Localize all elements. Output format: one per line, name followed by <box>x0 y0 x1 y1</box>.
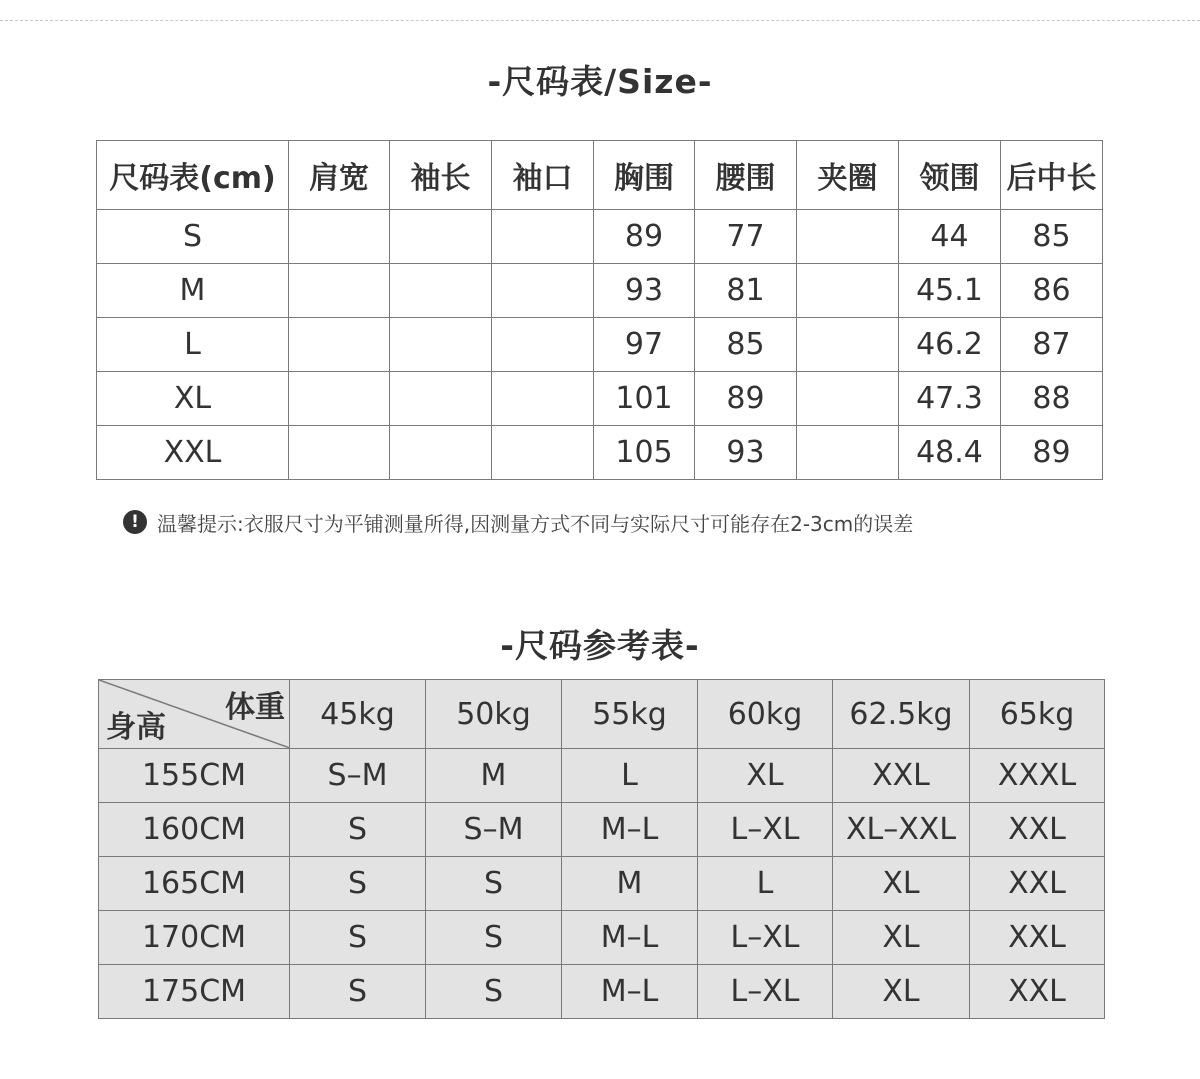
size-header-row <box>97 141 1103 210</box>
size-cell: L <box>97 318 289 372</box>
weight-header: 55kg <box>562 680 698 749</box>
header-waist: 腰围 <box>695 141 797 210</box>
recommended-size-cell: XL <box>698 749 833 803</box>
header-shoulder: 肩宽 <box>289 141 390 210</box>
weight-header-row <box>99 680 1105 749</box>
armhole-cell <box>797 210 899 264</box>
recommended-size-cell: XL <box>833 965 970 1019</box>
cuff-cell <box>492 318 594 372</box>
back-length-cell: 88 <box>1001 372 1103 426</box>
shoulder-cell <box>289 264 390 318</box>
sleeve-length-cell <box>390 426 492 480</box>
height-cell: 155CM <box>99 749 290 803</box>
recommended-size-cell: M–L <box>562 911 698 965</box>
recommended-size-cell: S <box>290 965 426 1019</box>
cuff-cell <box>492 372 594 426</box>
recommended-size-cell: XXL <box>833 749 970 803</box>
weight-header: 45kg <box>290 680 426 749</box>
table-row <box>99 911 1105 965</box>
cuff-cell <box>492 264 594 318</box>
table-row <box>99 749 1105 803</box>
chest-cell: 101 <box>594 372 695 426</box>
height-axis-label: 身高 <box>106 710 166 745</box>
weight-header: 50kg <box>426 680 562 749</box>
table-row <box>97 426 1103 480</box>
neck-cell: 46.2 <box>899 318 1001 372</box>
shoulder-cell <box>289 372 390 426</box>
chest-cell: 97 <box>594 318 695 372</box>
height-weight-corner-cell <box>99 680 290 749</box>
measurement-notice <box>123 508 913 536</box>
height-cell: 175CM <box>99 965 290 1019</box>
recommended-size-cell: XXL <box>970 911 1105 965</box>
recommended-size-cell: XXL <box>970 803 1105 857</box>
recommended-size-cell: M–L <box>562 965 698 1019</box>
chest-cell: 93 <box>594 264 695 318</box>
recommended-size-cell: XXL <box>970 857 1105 911</box>
recommended-size-cell: S <box>290 803 426 857</box>
table-row <box>97 264 1103 318</box>
recommended-size-cell: S <box>290 911 426 965</box>
weight-header: 62.5kg <box>833 680 970 749</box>
recommended-size-cell: L–XL <box>698 965 833 1019</box>
recommended-size-cell: L <box>698 857 833 911</box>
neck-cell: 44 <box>899 210 1001 264</box>
header-armhole: 夹圈 <box>797 141 899 210</box>
sleeve-length-cell <box>390 372 492 426</box>
table-row <box>99 965 1105 1019</box>
neck-cell: 47.3 <box>899 372 1001 426</box>
size-reference-table <box>98 679 1105 1019</box>
armhole-cell <box>797 264 899 318</box>
table-row <box>99 803 1105 857</box>
shoulder-cell <box>289 318 390 372</box>
table-row <box>97 372 1103 426</box>
recommended-size-cell: S <box>426 857 562 911</box>
recommended-size-cell: XXL <box>970 965 1105 1019</box>
size-cell: M <box>97 264 289 318</box>
back-length-cell: 87 <box>1001 318 1103 372</box>
weight-header: 60kg <box>698 680 833 749</box>
height-cell: 170CM <box>99 911 290 965</box>
notice-text: 温馨提示:衣服尺寸为平铺测量所得,因测量方式不同与实际尺寸可能存在2-3cm的误差 <box>157 511 914 536</box>
waist-cell: 81 <box>695 264 797 318</box>
size-reference-title: -尺码参考表- <box>500 626 700 665</box>
cuff-cell <box>492 426 594 480</box>
size-chart-table <box>96 140 1103 480</box>
back-length-cell: 85 <box>1001 210 1103 264</box>
recommended-size-cell: M–L <box>562 803 698 857</box>
back-length-cell: 89 <box>1001 426 1103 480</box>
recommended-size-cell: S <box>290 857 426 911</box>
exclamation-icon: ! <box>123 510 147 534</box>
recommended-size-cell: S <box>426 965 562 1019</box>
sleeve-length-cell <box>390 210 492 264</box>
back-length-cell: 86 <box>1001 264 1103 318</box>
table-row <box>97 318 1103 372</box>
header-back-length: 后中长 <box>1001 141 1103 210</box>
recommended-size-cell: S–M <box>290 749 426 803</box>
shoulder-cell <box>289 426 390 480</box>
height-cell: 160CM <box>99 803 290 857</box>
weight-header: 65kg <box>970 680 1105 749</box>
table-row <box>99 857 1105 911</box>
size-cell: S <box>97 210 289 264</box>
waist-cell: 77 <box>695 210 797 264</box>
header-chest: 胸围 <box>594 141 695 210</box>
recommended-size-cell: L–XL <box>698 803 833 857</box>
waist-cell: 85 <box>695 318 797 372</box>
header-sleeve-length: 袖长 <box>390 141 492 210</box>
size-cell: XL <box>97 372 289 426</box>
header-size-cm: 尺码表(cm) <box>97 141 289 210</box>
recommended-size-cell: XL <box>833 911 970 965</box>
recommended-size-cell: M <box>562 857 698 911</box>
recommended-size-cell: XL–XXL <box>833 803 970 857</box>
armhole-cell <box>797 318 899 372</box>
chest-cell: 105 <box>594 426 695 480</box>
recommended-size-cell: S–M <box>426 803 562 857</box>
chest-cell: 89 <box>594 210 695 264</box>
sleeve-length-cell <box>390 264 492 318</box>
top-dashed-divider <box>0 20 1200 21</box>
recommended-size-cell: XXXL <box>970 749 1105 803</box>
cuff-cell <box>492 210 594 264</box>
table-row <box>97 210 1103 264</box>
recommended-size-cell: L–XL <box>698 911 833 965</box>
header-cuff: 袖口 <box>492 141 594 210</box>
recommended-size-cell: L <box>562 749 698 803</box>
size-cell: XXL <box>97 426 289 480</box>
height-cell: 165CM <box>99 857 290 911</box>
armhole-cell <box>797 372 899 426</box>
weight-axis-label: 体重 <box>225 690 285 725</box>
waist-cell: 93 <box>695 426 797 480</box>
sleeve-length-cell <box>390 318 492 372</box>
recommended-size-cell: S <box>426 911 562 965</box>
waist-cell: 89 <box>695 372 797 426</box>
header-neck: 领围 <box>899 141 1001 210</box>
neck-cell: 48.4 <box>899 426 1001 480</box>
recommended-size-cell: XL <box>833 857 970 911</box>
neck-cell: 45.1 <box>899 264 1001 318</box>
shoulder-cell <box>289 210 390 264</box>
recommended-size-cell: M <box>426 749 562 803</box>
size-chart-title: -尺码表/Size- <box>487 62 713 101</box>
armhole-cell <box>797 426 899 480</box>
